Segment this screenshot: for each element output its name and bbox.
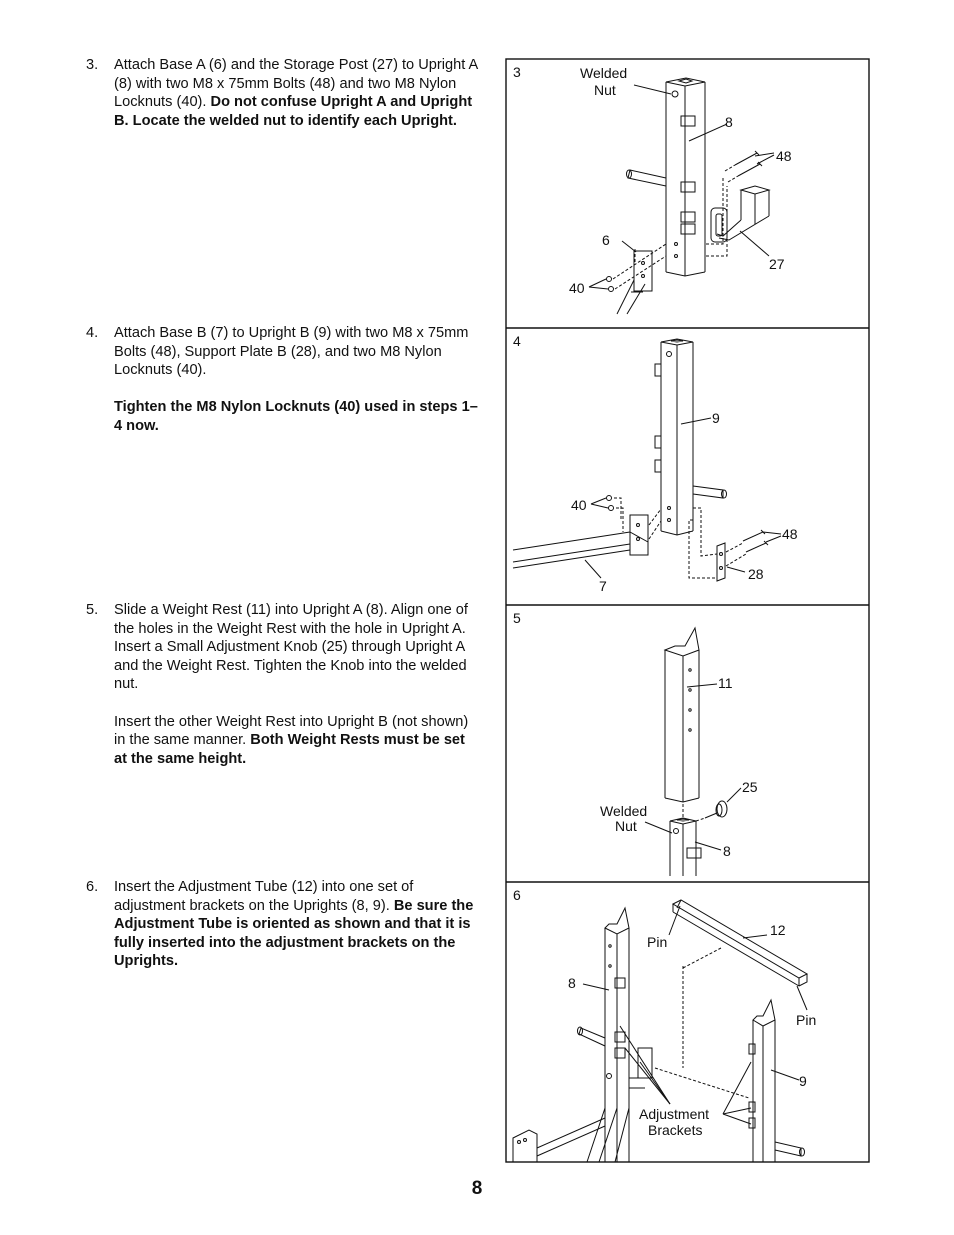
upright-8-drawing: [578, 908, 653, 1162]
figure-5: [513, 610, 758, 876]
step-number: 4.: [86, 325, 99, 341]
leader-lines: [645, 684, 741, 850]
label-40: 40: [571, 497, 587, 513]
support-plate-28-drawing: [717, 543, 725, 581]
label-40: 40: [569, 280, 585, 296]
upright-9-drawing: [655, 339, 693, 535]
weight-horn-drawing: [627, 170, 667, 186]
weight-rest-11-drawing: [665, 628, 699, 802]
alignment-lines: [614, 498, 746, 578]
step-3-warning: Do not confuse Upright A and Upright B. Locate the welded nut to identify each Upright.: [114, 94, 473, 129]
figure-3: [513, 64, 792, 314]
label-adjustment: Adjustment: [639, 1106, 710, 1122]
upright-8-drawing: [666, 78, 705, 276]
label-9: 9: [712, 410, 720, 426]
upright-8-drawing: [670, 818, 701, 876]
label-brackets: Brackets: [648, 1122, 703, 1138]
step-4: [86, 324, 478, 436]
storage-post-27-drawing: [711, 186, 769, 242]
bolts-48-drawing: [743, 530, 768, 552]
step-5-note: Insert the other Weight Rest into Upright B (not shown) in the same manner. Both Weight Rests must be set at the same height.: [114, 713, 469, 767]
label-pin: Pin: [647, 934, 668, 950]
adjustment-tube-12-drawing: [673, 900, 807, 986]
label-12: 12: [770, 922, 786, 938]
figure-column: [505, 58, 871, 1166]
label-nut: Nut: [615, 818, 637, 834]
step-number: 3.: [86, 57, 99, 73]
label-welded: Welded: [580, 65, 628, 81]
label-nut: Nut: [594, 82, 616, 98]
label-9: 9: [799, 1073, 807, 1089]
step-number: 5.: [86, 602, 99, 618]
knob-25-drawing: [696, 801, 727, 821]
step-5-text: Slide a Weight Rest (11) into Upright A (8). Align one of the holes in the Weight Rest with the hole in Upright A. Insert a Small Adjustment Knob (25) through Upright A and the Weight Rest. Tighten the Knob into the welded nut.: [114, 602, 468, 693]
figure-4-number: 4: [513, 333, 521, 349]
label-8: 8: [568, 975, 576, 991]
step-3-text: Attach Base A (6) and the Storage Post (27) to Upright A (8) with two M8 x 75mm Bolts (48) and two M8 Nylon Locknuts (40). Do not confuse Upright A and Upright B. Locate the welded nut to identify each Upright.: [114, 57, 478, 129]
label-25: 25: [742, 779, 758, 795]
step-number: 6.: [86, 879, 99, 895]
label-11: 11: [718, 675, 733, 691]
step-5: [86, 601, 478, 768]
step-6-warning: Be sure the Adjustment Tube is oriented as shown and that it is fully inserted into the adjustment brackets on the Uprights.: [114, 897, 474, 970]
label-7: 7: [599, 578, 607, 594]
base-7-drawing: [513, 515, 648, 568]
label-48: 48: [782, 526, 798, 542]
step-6: [86, 878, 478, 971]
label-welded: Welded: [600, 803, 648, 819]
label-8: 8: [723, 843, 731, 859]
label-6: 6: [602, 232, 610, 248]
figure-6: [513, 887, 816, 1162]
figure-3-number: 3: [513, 64, 521, 80]
label-8: 8: [725, 114, 733, 130]
label-48: 48: [776, 148, 792, 164]
step-3: [86, 56, 478, 130]
alignment-lines: [655, 948, 749, 1098]
label-28: 28: [748, 566, 764, 582]
label-pin: Pin: [796, 1012, 817, 1028]
step-4-text: Attach Base B (7) to Upright B (9) with two M8 x 75mm Bolts (48), Support Plate B (28), and two M8 Nylon Locknuts (40).: [114, 325, 469, 379]
figure-4: [513, 333, 798, 594]
figure-6-number: 6: [513, 887, 521, 903]
label-27: 27: [769, 256, 785, 272]
figure-5-number: 5: [513, 610, 521, 626]
weight-horn-drawing: [693, 486, 727, 498]
step-6-text: Insert the Adjustment Tube (12) into one set of adjustment brackets on the Uprights (8, 9). Be sure the Adjustment Tube is oriented as shown and that it is fully inserted into the adjustment brackets on the Uprights.: [114, 879, 474, 970]
step-4-note: Tighten the M8 Nylon Locknuts (40) used in steps 1–4 now.: [114, 399, 478, 434]
page-number: 8: [471, 1178, 483, 1199]
base-drawing: [513, 1118, 605, 1162]
